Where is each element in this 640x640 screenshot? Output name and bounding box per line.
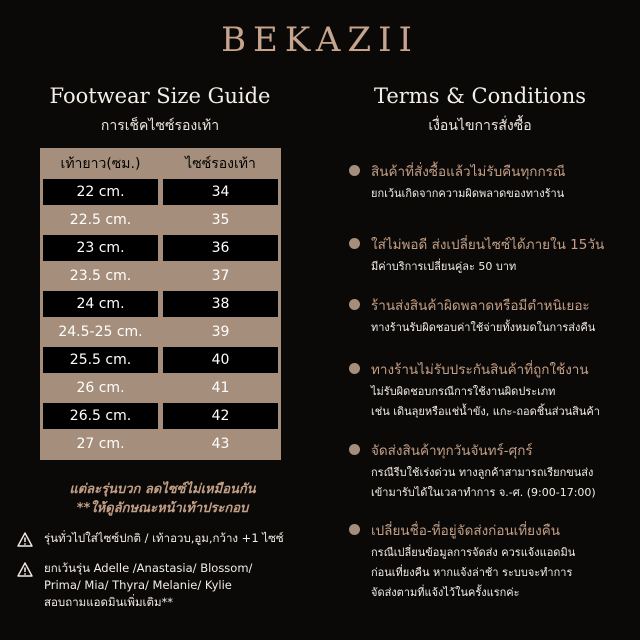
table-row	[43, 403, 278, 429]
shoe-size-cell: 40	[163, 347, 278, 373]
table-row	[43, 375, 278, 401]
warning-line: รุ่นทั่วไปใส่ไซซ์ปกติ / เท้าอวบ,อูม,กว้าง +1 ไซซ์	[44, 531, 284, 545]
table-row	[43, 235, 278, 261]
foot-length-cell: 27 cm.	[43, 431, 158, 457]
term-title: เปลี่ยนชื่อ-ที่อยู่จัดส่งก่อนเที่ยงคืน	[371, 523, 560, 539]
term-detail: กรณีรีบใช้เร่งด่วน ทางลูกค้าสามารถเรียกขนส่ง	[371, 466, 594, 479]
warning-line: ยกเว้นรุ่น Adelle /Anastasia/ Blossom/	[44, 561, 253, 575]
table-header-row	[43, 151, 278, 177]
warning-text-exceptions	[44, 560, 314, 611]
terms-subtitle: เงื่อนไขการสั่งซื้อ	[428, 118, 532, 134]
shoe-size-cell: 34	[163, 179, 278, 205]
term-detail: ก่อนเที่ยงคืน หากแจ้งล่าช้า ระบบจะทำการ	[371, 566, 573, 579]
shoe-size-cell: 42	[163, 403, 278, 429]
term-title: ทางร้านไม่รับประกันสินค้าที่ถูกใช้งาน	[371, 362, 589, 378]
term-detail: ทางร้านรับผิดชอบค่าใช้จ่ายทั้งหมดในการส่งคืน	[371, 321, 596, 334]
foot-length-cell: 23 cm.	[43, 235, 158, 261]
table-row	[43, 179, 278, 205]
shoe-size-cell: 37	[163, 263, 278, 289]
shoe-size-cell: 39	[163, 319, 278, 345]
terms-title: Terms & Conditions	[373, 84, 587, 108]
foot-length-cell: 23.5 cm.	[43, 263, 158, 289]
size-note-primary: แต่ละรุ่นบวก ลดไซซ์ไม่เหมือนกัน	[69, 482, 256, 497]
term-detail: จัดส่งตามที่แจ้งไว้ในครั้งแรกค่ะ	[371, 586, 520, 599]
warning-line: สอบถามแอดมินเพิ่มเติม**	[44, 595, 174, 609]
shoe-size-cell: 43	[163, 431, 278, 457]
term-detail: เช่น เดินลุยหรือแช่น้ำขัง, แกะ-ถอดชิ้นส่วนสินค้า	[371, 405, 600, 418]
table-row	[43, 347, 278, 373]
warning-text-general	[44, 530, 314, 547]
foot-length-cell: 24 cm.	[43, 291, 158, 317]
shoe-size-cell: 35	[163, 207, 278, 233]
term-bullet	[349, 238, 360, 249]
foot-length-cell: 24.5-25 cm.	[43, 319, 158, 345]
term-detail: มีค่าบริการเปลี่ยนคู่ละ 50 บาท	[371, 260, 517, 273]
size-guide-title: Footwear Size Guide	[49, 84, 271, 108]
table-row	[43, 291, 278, 317]
term-bullet	[349, 524, 360, 535]
term-title: ใส่ไม่พอดี ส่งเปลี่ยนไซซ์ได้ภายใน 15วัน	[371, 237, 605, 253]
header-shoe-size: ไซซ์รองเท้า	[163, 151, 278, 177]
term-bullet	[349, 299, 360, 310]
foot-length-cell: 26.5 cm.	[43, 403, 158, 429]
brand-logo: BEKAZII	[221, 20, 419, 60]
table-row	[43, 319, 278, 345]
term-detail: ไม่รับผิดชอบกรณีการใช้งานผิดประเภท	[371, 385, 556, 398]
foot-length-cell: 22.5 cm.	[43, 207, 158, 233]
term-detail: เข้ามารับได้ในเวลาทำการ จ.-ศ. (9:00-17:00)	[371, 486, 596, 499]
term-title: จัดส่งสินค้าทุกวันจันทร์-ศุกร์	[371, 443, 533, 459]
warning-icon	[17, 562, 33, 577]
shoe-size-cell: 41	[163, 375, 278, 401]
term-detail: กรณีเปลี่ยนข้อมูลการจัดส่ง ควรแจ้งแอดมิน	[371, 546, 576, 559]
foot-length-cell: 25.5 cm.	[43, 347, 158, 373]
term-title: ร้านส่งสินค้าผิดพลาดหรือมีตำหนิเยอะ	[371, 298, 590, 314]
table-row	[43, 263, 278, 289]
table-row	[43, 431, 278, 457]
warning-line: Prima/ Mia/ Thyra/ Melanie/ Kylie	[44, 578, 232, 592]
warning-icon	[17, 532, 33, 547]
term-title: สินค้าที่สั่งซื้อแล้วไม่รับคืนทุกกรณี	[371, 164, 566, 180]
term-bullet	[349, 444, 360, 455]
size-note-secondary: **ให้ดูลักษณะหน้าเท้าประกอบ	[76, 501, 249, 516]
size-guide-subtitle: การเช็คไซซ์รองเท้า	[100, 118, 220, 134]
foot-length-cell: 22 cm.	[43, 179, 158, 205]
term-detail: ยกเว้นเกิดจากความผิดพลาดของทางร้าน	[371, 187, 565, 200]
shoe-size-cell: 38	[163, 291, 278, 317]
size-table	[40, 148, 281, 460]
header-foot-length: เท้ายาว(ซม.)	[43, 151, 158, 177]
shoe-size-cell: 36	[163, 235, 278, 261]
foot-length-cell: 26 cm.	[43, 375, 158, 401]
table-row	[43, 207, 278, 233]
term-bullet	[349, 165, 360, 176]
term-bullet	[349, 363, 360, 374]
